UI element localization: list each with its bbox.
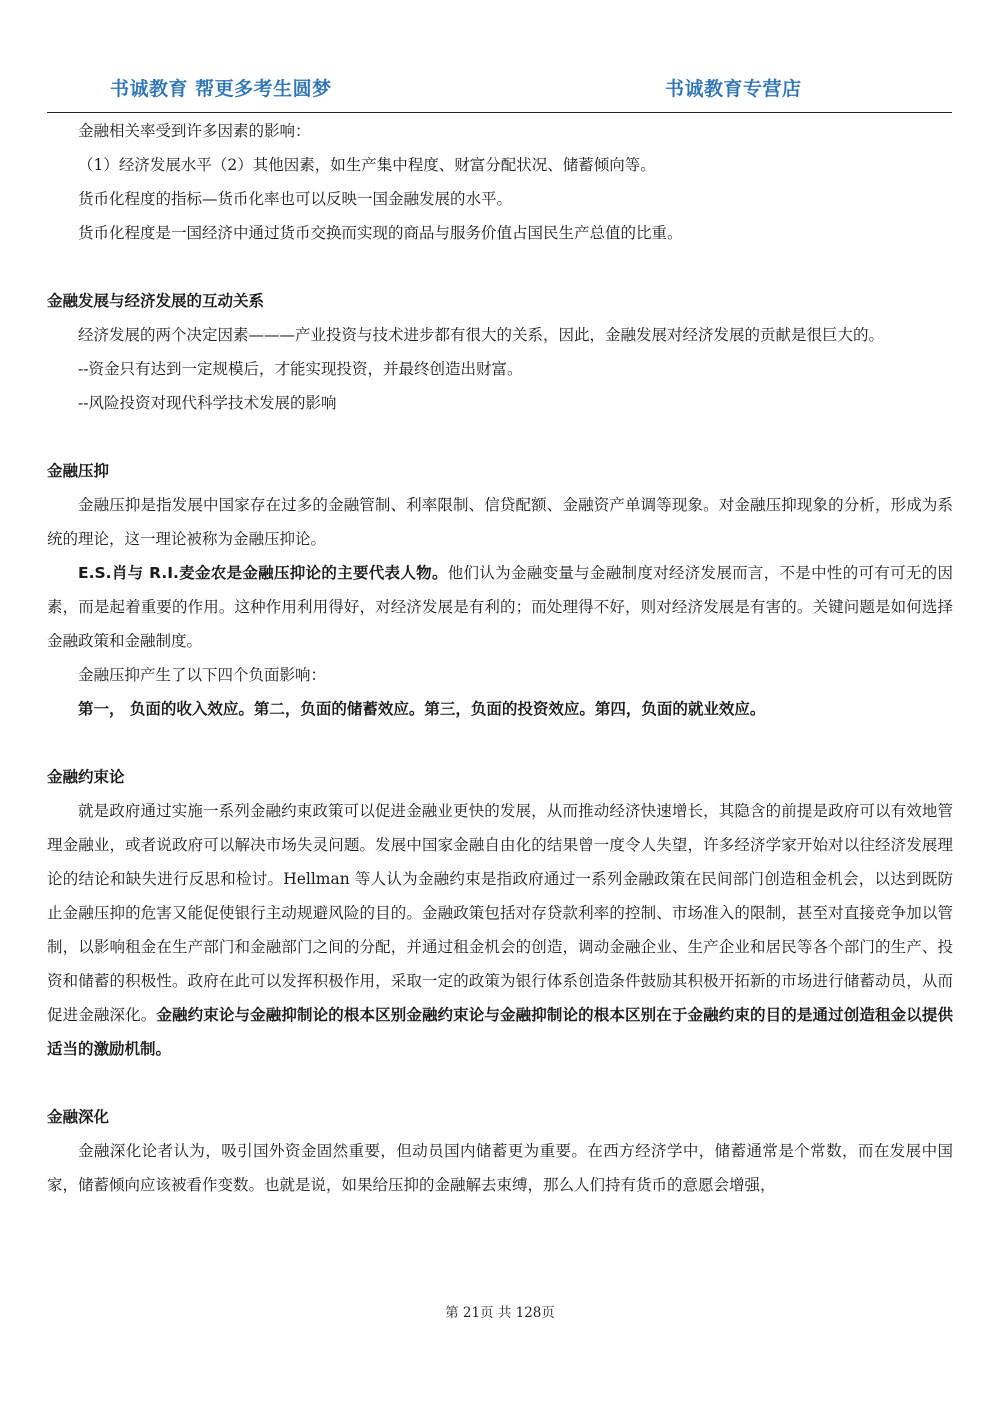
page-header [47,70,952,113]
bold-text: 金融约束论与金融抑制论的根本区别金融约束论与金融抑制论的根本区别在于金融约束的目的是通过创造租金以提供适当的激励机制。 [47,1006,953,1058]
paragraph: 金融相关率受到许多因素的影响： [78,122,311,140]
header-right-text: 书诚教育专营店 [665,78,802,100]
paragraph: 金融压抑产生了以下四个负面影响： [78,666,327,684]
paragraph: 货币化程度是一国经济中通过货币交换而实现的商品与服务价值占国民生产总值的比重。 [78,224,683,242]
bold-paragraph: 第一， 负面的收入效应。第二，负面的储蓄效应。第三，负面的投资效应。第四，负面的就业效应。 [78,700,766,718]
page-footer: 第 21页 共 128页 [445,1305,555,1321]
paragraph: 经济发展的两个决定因素———产业投资与技术进步都有很大的关系，因此，金融发展对经济发展的贡献是很巨大的。 [78,326,885,344]
paragraph [47,556,953,658]
paragraph-text: 就是政府通过实施一系列金融约束政策可以促进金融业更快的发展，从而推动经济快速增长，其隐含的前提是政府可以有效地管理金融业，或者说政府可以解决市场失灵问题。发展中国家金融自由化的结果曾一度令人失望，许多经济学家开始对以往经济发展理论的结论和缺失进行反思和检讨。Hellman 等人认为金融约束是指政府通过一系列金融政策在民间部门创造租金机会，以达到既防止金融压抑的危害又能促使银行主动规避风险的目的。金融政策包括对存贷款利率的控制、市场准入的限制，甚至对直接竞争加以管制，以影响租金在生产部门和金融部门之间的分配，并通过租金机会的创造，调动金融企业、生产企业和居民等各个部门的生产、投资和储蓄的积极性。政府在此可以发挥积极作用，采取一定的政策为银行体系创造条件鼓励其积极开拓新的市场进行储蓄动员，从而促进金融深化。 [47,802,953,1024]
section-heading-financial-deepening: 金融深化 [47,1108,110,1126]
section-heading-financial-restraint: 金融约束论 [47,768,125,786]
paragraph: 金融深化论者认为，吸引国外资金固然重要，但动员国内储蓄更为重要。在西方经济学中，储蓄通常是个常数，而在发展中国家，储蓄倾向应该被看作变数。也就是说，如果给压抑的金融解去束缚，那么人们持有货币的意愿会增强， [47,1142,953,1194]
paragraph: （1）经济发展水平（2）其他因素，如生产集中程度、财富分配状况、储蓄倾向等。 [78,156,656,174]
section-heading-financial-repression: 金融压抑 [47,462,110,480]
section-heading-financial-economic-development: 金融发展与经济发展的互动关系 [47,292,265,310]
paragraph: 货币化程度的指标—货币化率也可以反映一国金融发展的水平。 [78,190,513,208]
paragraph [47,794,953,1066]
paragraph: --风险投资对现代科学技术发展的影响 [78,394,337,412]
header-left-text: 书诚教育 帮更多考生圆梦 [110,78,332,100]
paragraph-text: 他们认为金融变量与金融制度对经济发展而言，不是中性的可有可无的因素，而是起着重要的作用。这种作用利用得好，对经济发展是有利的；而处理得不好，则对经济发展是有害的。关键问题是如何选择金融政策和金融制度。 [47,564,953,650]
paragraph: --资金只有达到一定规模后，才能实现投资，并最终创造出财富。 [78,360,523,378]
paragraph: 金融压抑是指发展中国家存在过多的金融管制、利率限制、信贷配额、金融资产单调等现象。对金融压抑现象的分析，形成为系统的理论，这一理论被称为金融压抑论。 [47,496,953,548]
page-content [47,114,953,1202]
bold-text: E.S.肖与 R.I.麦金农是金融压抑论的主要代表人物。 [78,564,448,582]
